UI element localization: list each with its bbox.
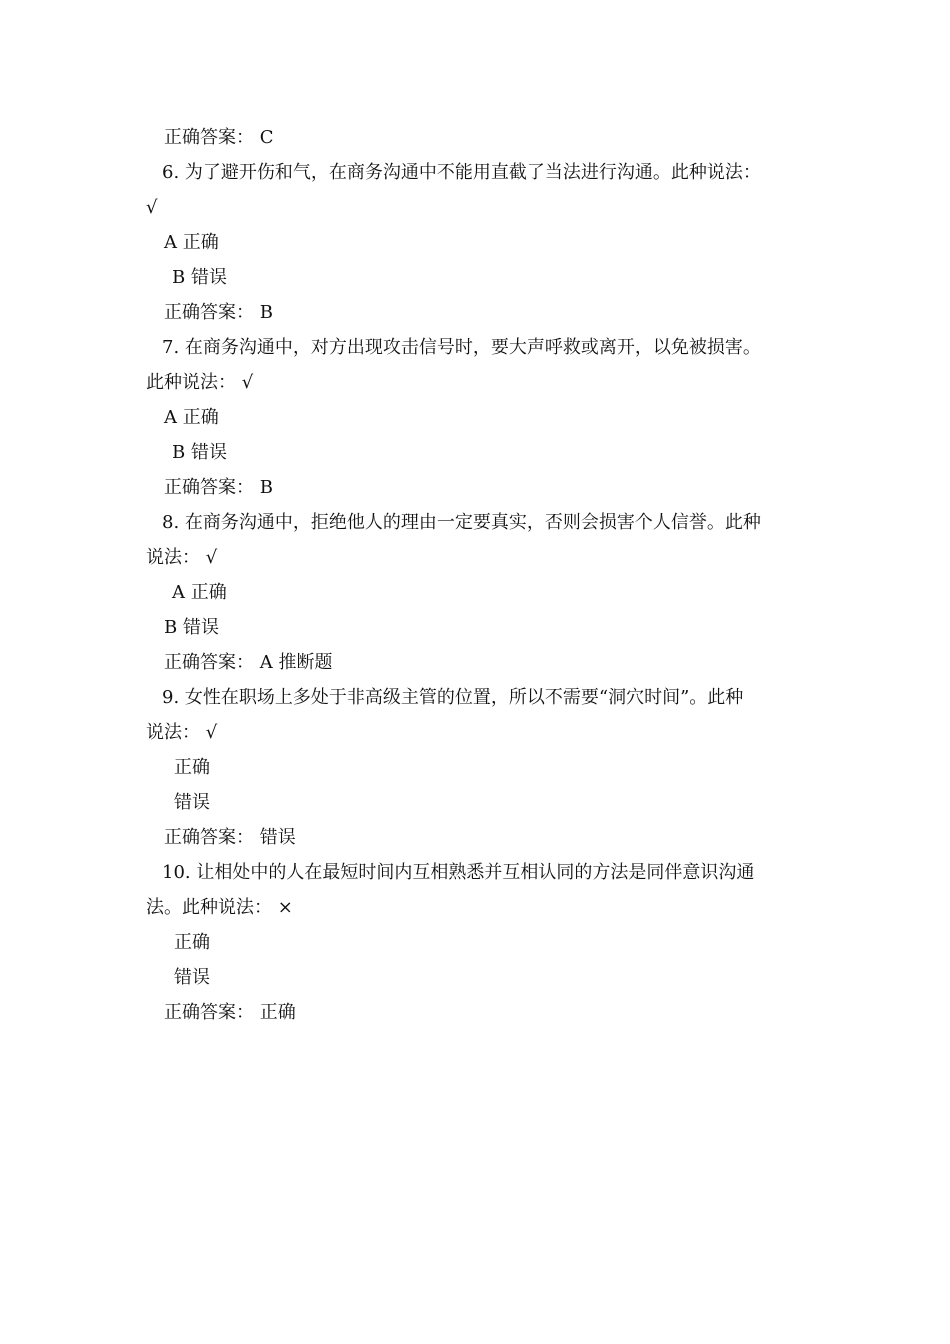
question-10-option-a: 正确 — [174, 932, 210, 953]
question-10-answer: 正确答案： 正确 — [164, 1002, 296, 1023]
question-7-text: 7. 在商务沟通中，对方出现攻击信号时，要大声呼救或离开，以免被损害。 — [162, 337, 761, 358]
question-7-text-cont: 此种说法： √ — [146, 372, 254, 393]
question-9-answer: 正确答案： 错误 — [164, 827, 296, 848]
question-8-option-b: B 错误 — [164, 617, 219, 638]
question-9-text: 9. 女性在职场上多处于非高级主管的位置，所以不需要“洞穴时间”。此种 — [162, 687, 744, 708]
question-8-option-a: A 正确 — [172, 582, 227, 603]
question-8-answer: 正确答案： A 推断题 — [164, 652, 333, 673]
question-9-option-b: 错误 — [174, 792, 210, 813]
question-6-option-b: B 错误 — [172, 267, 227, 288]
question-6-answer: 正确答案： B — [164, 302, 273, 323]
question-6-option-a: A 正确 — [164, 232, 219, 253]
question-6-text: 6. 为了避开伤和气，在商务沟通中不能用直截了当法进行沟通。此种说法： — [162, 162, 761, 183]
answer-line-q5: 正确答案： C — [164, 127, 274, 148]
question-6-mark: √ — [146, 197, 158, 218]
question-10-option-b: 错误 — [174, 967, 210, 988]
question-8-text: 8. 在商务沟通中，拒绝他人的理由一定要真实，否则会损害个人信誉。此种 — [162, 512, 761, 533]
question-10-text-cont: 法。此种说法： × — [146, 897, 293, 918]
question-9-option-a: 正确 — [174, 757, 210, 778]
question-10-text: 10. 让相处中的人在最短时间内互相熟悉并互相认同的方法是同伴意识沟通 — [162, 862, 755, 883]
question-7-option-a: A 正确 — [164, 407, 219, 428]
question-8-text-cont: 说法： √ — [146, 547, 218, 568]
question-7-option-b: B 错误 — [172, 442, 227, 463]
question-7-answer: 正确答案： B — [164, 477, 273, 498]
question-9-text-cont: 说法： √ — [146, 722, 218, 743]
